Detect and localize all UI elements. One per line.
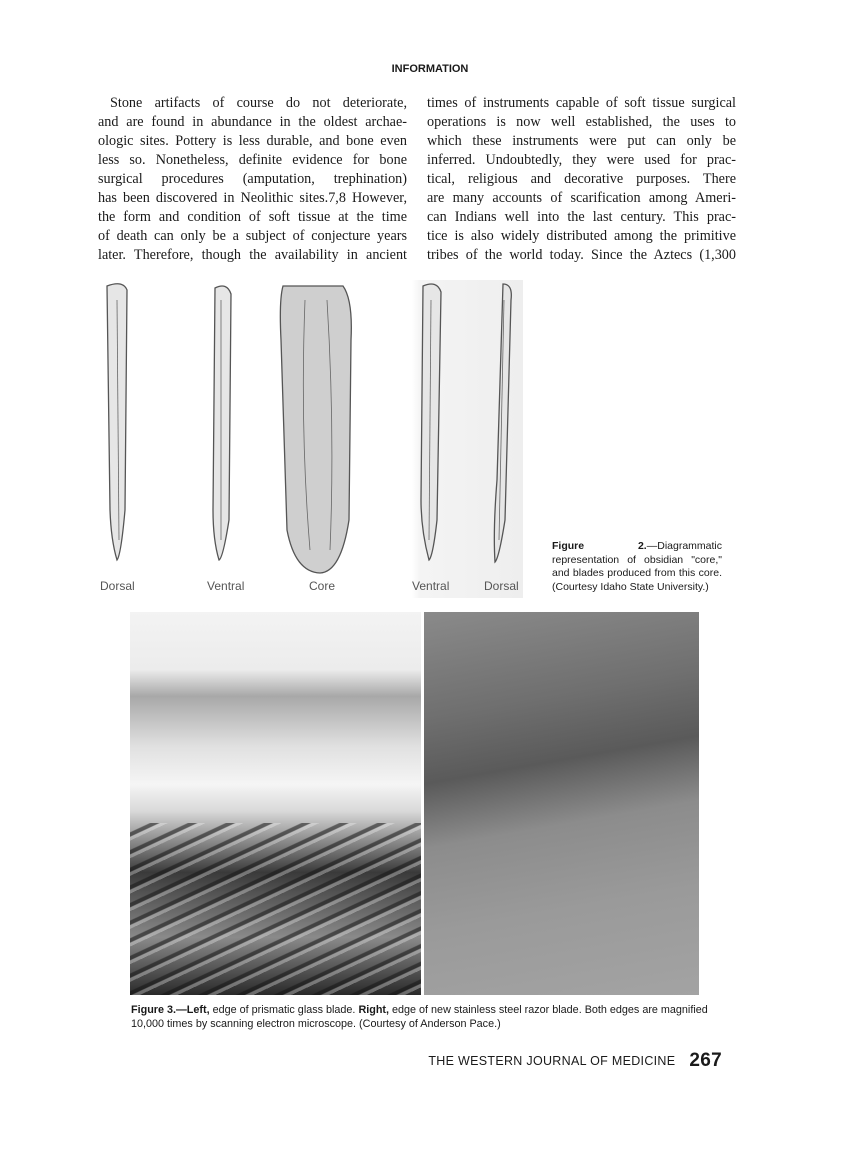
text-line: surgical procedures (amputation, trephination) — [98, 171, 407, 187]
text-line: less so. Nonetheless, definite evidence for bone — [98, 152, 407, 168]
obsidian-core-and-blades-drawing — [95, 280, 523, 575]
dorsal-blade-right — [494, 284, 511, 562]
text-line: Stone artifacts of course do not deteriorate, — [110, 95, 407, 111]
figure-3-label: Figure 3. — [131, 1004, 176, 1016]
ventral-blade-left — [213, 286, 231, 560]
text-line: and are found in abundance in the oldest archae- — [98, 114, 407, 130]
figure-2-blade-diagram — [95, 280, 523, 598]
text-line: are many accounts of scarification among Ameri- — [427, 190, 736, 206]
running-header: INFORMATION — [391, 63, 469, 75]
page-footer — [428, 1050, 722, 1072]
label-dorsal-left: Dorsal — [100, 579, 135, 593]
text-line: of death can only be a subject of conjecture years — [98, 228, 407, 244]
text-line: which these instruments were put can only be — [427, 133, 736, 149]
figure-2-label: Figure 2. — [552, 540, 647, 552]
text-line: can Indians well into the last century. This prac- — [427, 209, 736, 225]
page-number: 267 — [689, 1050, 722, 1071]
text-line: the form and condition of soft tissue at the time — [98, 209, 407, 225]
label-dorsal-right: Dorsal — [484, 579, 519, 593]
figure-3-steel-blade-micrograph — [424, 612, 699, 995]
left-label: —Left, — [176, 1004, 210, 1016]
label-ventral-left: Ventral — [207, 579, 245, 593]
text-line: operations is now well established, the uses to — [427, 114, 736, 130]
text-line: times of instruments capable of soft tissue surgical — [427, 95, 736, 111]
journal-name: THE WESTERN JOURNAL OF MEDICINE — [428, 1054, 676, 1068]
text-line: tical, religious and decorative purposes. There — [427, 171, 736, 187]
figure-2-caption-text: —Diagrammatic representation of obsidian "core," and blades produced from this core. (Courtesy Idaho State University.) — [552, 540, 722, 593]
label-ventral-right: Ventral — [412, 579, 450, 593]
figure-2-caption — [552, 540, 722, 594]
figure-3-glass-blade-micrograph — [130, 612, 421, 995]
label-core: Core — [309, 579, 336, 593]
left-text: edge of prismatic glass blade. — [209, 1004, 359, 1016]
left-text-column — [98, 94, 407, 265]
text-line: inferred. Undoubtedly, they were used for prac- — [427, 152, 736, 168]
text-line: ologic sites. Pottery is less durable, and bone even — [98, 133, 407, 149]
text-line: later. Therefore, though the availability in ancient — [98, 247, 407, 263]
right-text-column — [427, 94, 736, 265]
text-line: has been discovered in Neolithic sites.7,8 However, — [98, 190, 407, 206]
text-line: tice is also widely distributed among the primitive — [427, 228, 736, 244]
text-line: tribes of the world today. Since the Aztecs (1,300 — [427, 247, 736, 263]
figure-3-caption — [131, 1003, 721, 1031]
right-text: edge of new stainless steel razor blade. Both edges are magnified 10,000 times by scanning electron microscope. (Courtesy of Anderson Pace.) — [131, 1004, 708, 1030]
core — [280, 286, 351, 573]
right-label: Right, — [358, 1004, 390, 1016]
